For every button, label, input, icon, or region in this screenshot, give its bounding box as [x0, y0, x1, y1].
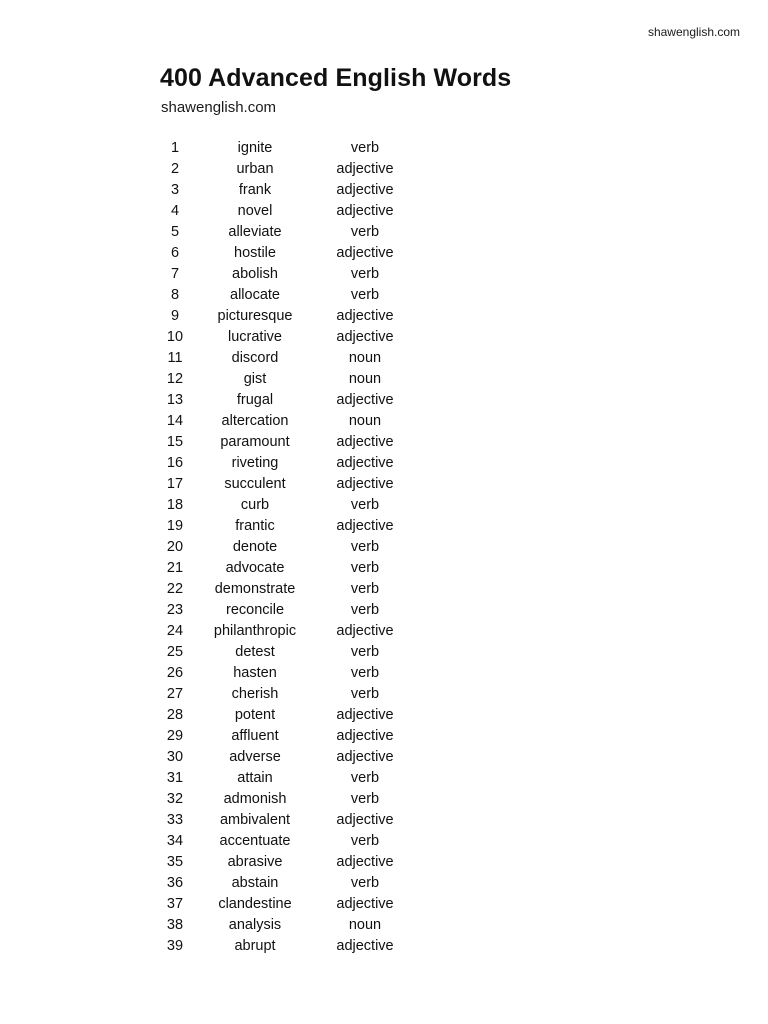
word-text: allocate	[230, 287, 280, 303]
word-part-of-speech: noun	[348, 350, 382, 366]
word-part-of-speech: adjective	[336, 329, 394, 345]
word-text: abrasive	[227, 854, 283, 870]
word-part-of-speech: adjective	[336, 854, 394, 870]
word-number: 22	[166, 581, 184, 597]
word-row	[150, 159, 420, 180]
word-part-of-speech: adjective	[336, 476, 394, 492]
word-number: 10	[166, 329, 184, 345]
word-row	[150, 201, 420, 222]
word-part-of-speech: verb	[350, 581, 380, 597]
word-text: potent	[234, 707, 276, 723]
word-number: 30	[166, 749, 184, 765]
word-part-of-speech: verb	[350, 560, 380, 576]
word-row	[150, 579, 420, 600]
word-text: analysis	[228, 917, 282, 933]
word-number: 14	[166, 413, 184, 429]
word-text: gist	[243, 371, 267, 387]
word-part-of-speech: verb	[350, 686, 380, 702]
word-text: frank	[238, 182, 272, 198]
word-text: succulent	[224, 476, 286, 492]
word-part-of-speech: verb	[350, 665, 380, 681]
word-number: 12	[166, 371, 184, 387]
word-row	[150, 306, 420, 327]
word-row	[150, 327, 420, 348]
word-part-of-speech: adjective	[336, 434, 394, 450]
word-number: 11	[167, 350, 183, 366]
word-text: curb	[240, 497, 270, 513]
word-number: 39	[166, 938, 184, 954]
word-text: lucrative	[228, 329, 282, 345]
word-row	[150, 600, 420, 621]
word-part-of-speech: adjective	[336, 728, 394, 744]
word-text: reconcile	[225, 602, 285, 618]
word-text: adverse	[229, 749, 281, 765]
word-row	[150, 831, 420, 852]
word-text: attain	[237, 770, 273, 786]
word-text: alleviate	[228, 224, 282, 240]
word-text: abolish	[232, 266, 278, 282]
word-text: urban	[236, 161, 274, 177]
word-number: 8	[170, 287, 180, 303]
word-text: affluent	[231, 728, 279, 744]
word-part-of-speech: adjective	[336, 308, 394, 324]
word-row	[150, 495, 420, 516]
header-site-label: shawenglish.com	[647, 25, 740, 39]
word-number: 6	[170, 245, 180, 261]
word-text: altercation	[221, 413, 289, 429]
word-row	[150, 915, 420, 936]
word-row	[150, 411, 420, 432]
word-part-of-speech: adjective	[336, 938, 394, 954]
word-row	[150, 810, 420, 831]
word-number: 16	[166, 455, 184, 471]
word-row	[150, 138, 420, 159]
word-number: 7	[170, 266, 180, 282]
word-number: 18	[166, 497, 184, 513]
word-text: picturesque	[217, 308, 293, 324]
word-text: discord	[231, 350, 279, 366]
word-number: 17	[166, 476, 184, 492]
word-row	[150, 243, 420, 264]
word-text: denote	[232, 539, 278, 555]
word-text: clandestine	[218, 896, 292, 912]
word-part-of-speech: adjective	[336, 749, 394, 765]
document-title: 400 Advanced English Words	[160, 64, 512, 92]
word-part-of-speech: verb	[350, 875, 380, 891]
word-number: 9	[170, 308, 180, 324]
document-subtitle: shawenglish.com	[161, 99, 277, 116]
word-part-of-speech: noun	[348, 371, 382, 387]
word-number: 35	[166, 854, 184, 870]
word-part-of-speech: adjective	[336, 245, 394, 261]
word-text: riveting	[231, 455, 279, 471]
word-part-of-speech: verb	[350, 791, 380, 807]
word-number: 27	[166, 686, 184, 702]
word-number: 31	[166, 770, 184, 786]
word-row	[150, 390, 420, 411]
word-text: cherish	[231, 686, 279, 702]
word-number: 2	[170, 161, 180, 177]
word-number: 21	[166, 560, 184, 576]
word-number: 26	[166, 665, 184, 681]
word-number: 28	[166, 707, 184, 723]
word-number: 33	[166, 812, 184, 828]
word-text: frantic	[235, 518, 275, 534]
word-part-of-speech: adjective	[336, 812, 394, 828]
word-text: advocate	[225, 560, 285, 576]
word-part-of-speech: verb	[350, 539, 380, 555]
word-row	[150, 369, 420, 390]
word-text: hasten	[233, 665, 277, 681]
word-part-of-speech: adjective	[336, 623, 394, 639]
word-number: 32	[166, 791, 184, 807]
word-number: 4	[170, 203, 180, 219]
word-row	[150, 873, 420, 894]
word-part-of-speech: noun	[348, 917, 382, 933]
word-part-of-speech: verb	[350, 644, 380, 660]
word-part-of-speech: adjective	[336, 392, 394, 408]
word-row	[150, 936, 420, 957]
word-number: 3	[170, 182, 180, 198]
word-text: abstain	[231, 875, 279, 891]
word-row	[150, 705, 420, 726]
word-number: 38	[166, 917, 184, 933]
word-row	[150, 684, 420, 705]
word-text: ambivalent	[219, 812, 291, 828]
word-row	[150, 558, 420, 579]
word-row	[150, 789, 420, 810]
word-part-of-speech: verb	[350, 224, 380, 240]
word-number: 13	[166, 392, 184, 408]
word-row	[150, 474, 420, 495]
word-text: abrupt	[234, 938, 276, 954]
word-text: ignite	[237, 140, 273, 156]
word-text: paramount	[220, 434, 290, 450]
word-part-of-speech: verb	[350, 140, 380, 156]
word-part-of-speech: verb	[350, 287, 380, 303]
word-number: 25	[166, 644, 184, 660]
word-row	[150, 453, 420, 474]
word-part-of-speech: verb	[350, 266, 380, 282]
word-row	[150, 264, 420, 285]
word-part-of-speech: verb	[350, 770, 380, 786]
word-row	[150, 222, 420, 243]
word-number: 1	[170, 140, 180, 156]
word-number: 37	[166, 896, 184, 912]
word-number: 19	[166, 518, 184, 534]
word-part-of-speech: verb	[350, 602, 380, 618]
word-part-of-speech: adjective	[336, 518, 394, 534]
word-part-of-speech: verb	[350, 497, 380, 513]
word-number: 23	[166, 602, 184, 618]
word-row	[150, 747, 420, 768]
word-row	[150, 768, 420, 789]
word-text: admonish	[223, 791, 287, 807]
word-row	[150, 537, 420, 558]
word-text: frugal	[236, 392, 274, 408]
word-number: 15	[166, 434, 184, 450]
word-row	[150, 432, 420, 453]
word-row	[150, 348, 420, 369]
word-part-of-speech: adjective	[336, 161, 394, 177]
word-text: demonstrate	[214, 581, 296, 597]
word-row	[150, 642, 420, 663]
word-text: detest	[235, 644, 275, 660]
word-text: philanthropic	[213, 623, 297, 639]
word-part-of-speech: adjective	[336, 203, 394, 219]
word-list	[150, 138, 420, 957]
word-row	[150, 726, 420, 747]
word-row	[150, 663, 420, 684]
word-part-of-speech: adjective	[336, 182, 394, 198]
word-part-of-speech: verb	[350, 833, 380, 849]
word-part-of-speech: noun	[348, 413, 382, 429]
word-number: 20	[166, 539, 184, 555]
word-part-of-speech: adjective	[336, 707, 394, 723]
word-number: 5	[170, 224, 180, 240]
word-text: novel	[237, 203, 273, 219]
word-number: 34	[166, 833, 184, 849]
word-text: accentuate	[219, 833, 291, 849]
word-part-of-speech: adjective	[336, 896, 394, 912]
word-row	[150, 852, 420, 873]
word-number: 29	[166, 728, 184, 744]
word-row	[150, 894, 420, 915]
word-number: 36	[166, 875, 184, 891]
word-row	[150, 180, 420, 201]
word-row	[150, 621, 420, 642]
word-row	[150, 516, 420, 537]
word-number: 24	[166, 623, 184, 639]
word-row	[150, 285, 420, 306]
word-text: hostile	[234, 245, 276, 261]
word-part-of-speech: adjective	[336, 455, 394, 471]
